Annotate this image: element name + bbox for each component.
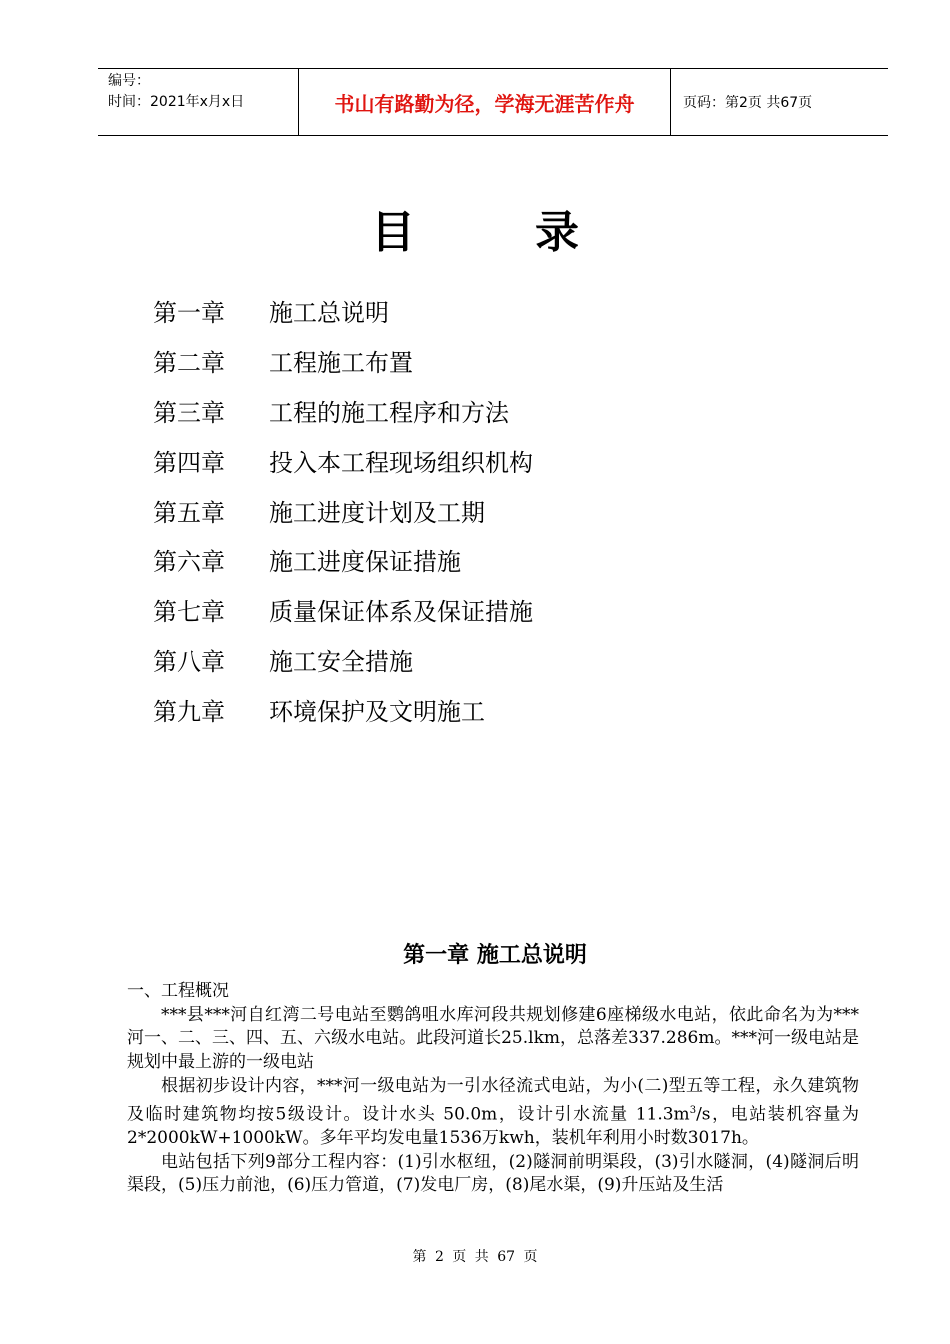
- header-page-info: 页码：第2页 共67页: [683, 95, 813, 111]
- toc-chapter-title: 投入本工程现场组织机构: [269, 448, 533, 477]
- chapter-body: [127, 980, 859, 1198]
- toc-title: 目录: [371, 207, 699, 258]
- toc-item[interactable]: [153, 585, 533, 635]
- chapter-title: 第一章 施工总说明: [403, 943, 587, 968]
- paragraph-2: 根据初步设计内容，***河一级电站为一引水径流式电站，为小(二)型五等工程，永久建筑物及临时建筑物均按5级设计。设计水头 50.0m，设计引水流量 $11.3m^3/s$，电站装机容量为2*2000kW+1000kW。多年平均发电量1536万kwh，装机年利用小时数3017h。: [127, 1075, 859, 1148]
- toc-item[interactable]: [153, 485, 533, 535]
- toc-chapter-title: 工程施工布置: [269, 349, 413, 378]
- toc-item[interactable]: [153, 386, 533, 436]
- table-of-contents: [153, 286, 533, 734]
- toc-chapter-number: 第六章: [153, 548, 225, 577]
- toc-chapter-title: 环境保护及文明施工: [269, 697, 485, 726]
- toc-chapter-number: 第一章: [153, 299, 225, 328]
- toc-chapter-title: 施工总说明: [269, 299, 389, 328]
- toc-item[interactable]: [153, 535, 533, 585]
- doc-time: 时间：2021年x月x日: [108, 94, 245, 110]
- toc-item[interactable]: [153, 635, 533, 685]
- page-footer: 第 2 页 共 67 页: [412, 1249, 538, 1265]
- toc-chapter-title: 质量保证体系及保证措施: [269, 598, 533, 627]
- toc-chapter-title: 施工进度计划及工期: [269, 498, 485, 527]
- toc-chapter-title: 施工进度保证措施: [269, 548, 461, 577]
- toc-chapter-number: 第七章: [153, 598, 225, 627]
- header-motto: 书山有路勤为径，学海无涯苦作舟: [299, 69, 671, 135]
- toc-chapter-title: 施工安全措施: [269, 647, 413, 676]
- toc-item[interactable]: [153, 435, 533, 485]
- toc-chapter-title: 工程的施工程序和方法: [269, 398, 509, 427]
- page-header: [98, 68, 888, 136]
- doc-number-label: 编号：: [108, 73, 150, 89]
- toc-chapter-number: 第八章: [153, 647, 225, 676]
- toc-chapter-number: 第九章: [153, 697, 225, 726]
- toc-item[interactable]: [153, 684, 533, 734]
- section-heading: 一、工程概况: [127, 981, 229, 1001]
- toc-chapter-number: 第五章: [153, 498, 225, 527]
- paragraph-1: ***县***河自红湾二号电站至鹦鸽咀水库河段共规划修建6座梯级水电站，依此命名为为***河一、二、三、四、五、六级水电站。此段河道长25.lkm，总落差337.286m。***河一级电站是规划中最上游的一级电站: [127, 1004, 859, 1073]
- toc-chapter-number: 第二章: [153, 349, 225, 378]
- toc-item[interactable]: [153, 286, 533, 336]
- header-meta: [98, 69, 299, 135]
- toc-chapter-number: 第四章: [153, 448, 225, 477]
- toc-item[interactable]: [153, 336, 533, 386]
- toc-chapter-number: 第三章: [153, 398, 225, 427]
- paragraph-3: 电站包括下列9部分工程内容：(1)引水枢纽，(2)隧洞前明渠段，(3)引水隧洞，(4)隧洞后明渠段，(5)压力前池，(6)压力管道，(7)发电厂房，(8)尾水渠，(9)升压站及生活: [127, 1151, 859, 1196]
